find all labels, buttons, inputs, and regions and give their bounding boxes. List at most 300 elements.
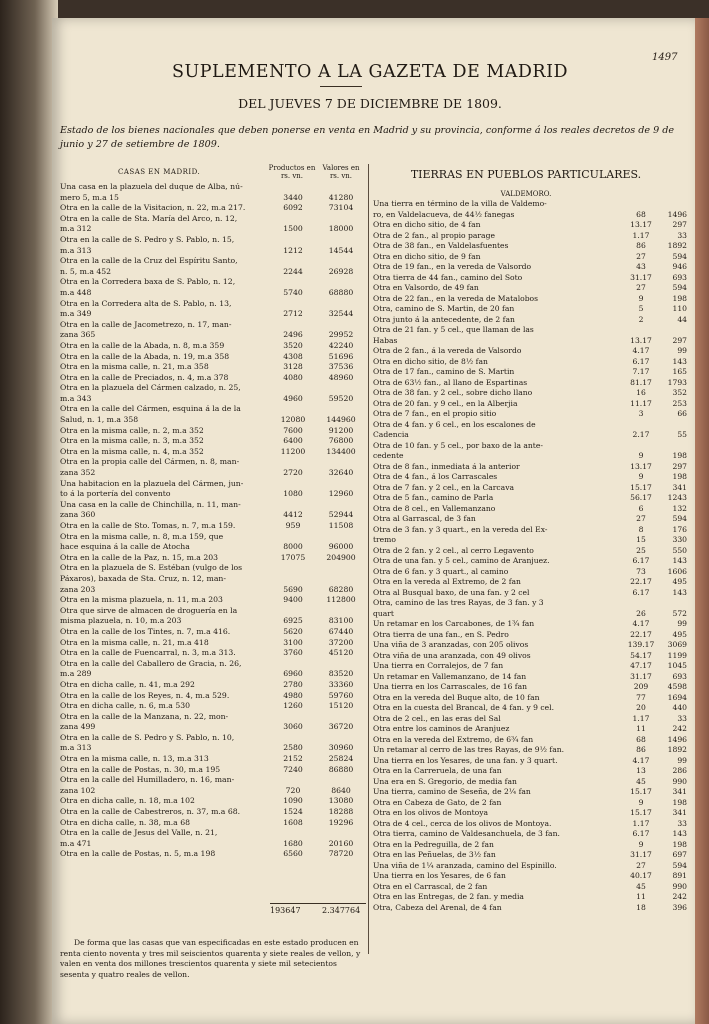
row-value-b: 42240: [328, 340, 354, 350]
table-row: [373, 567, 689, 578]
table-row: [373, 504, 689, 515]
row-text: Otra en la calle de Postas, n. 5, m.a 198: [60, 849, 216, 859]
row-value-b: 51696: [328, 351, 354, 361]
row-value-a: 720: [285, 785, 301, 795]
row-value-a: 17075: [280, 552, 306, 562]
table-row: [373, 294, 689, 305]
row-text: Otra en dicho sitio, de 8½ fan: [373, 356, 488, 366]
table-row: [60, 828, 366, 839]
row-text: Otra en la Carreruela, de una fan: [373, 766, 502, 775]
row-value-b: 91200: [328, 425, 354, 435]
column-divider: [368, 164, 369, 954]
table-row: [60, 510, 366, 521]
row-value-a: 40.17: [630, 871, 652, 880]
row-value-b: 341: [672, 808, 687, 817]
row-value-a: 43: [636, 262, 646, 271]
row-text: Otra en la misma calle, n. 13, m.a 313: [60, 754, 209, 764]
row-text: m.a 313: [60, 743, 92, 753]
table-row: [60, 563, 366, 574]
row-value-a: 31.17: [630, 671, 652, 681]
table-row: [373, 882, 689, 893]
row-text: Otra de 7 fan. y 2 cel., en la Carcava: [373, 482, 515, 492]
total-valores: 2.347764: [322, 906, 361, 915]
table-row: [60, 712, 366, 723]
table-row: [373, 546, 689, 557]
row-value-b: 165: [672, 367, 687, 376]
row-text: Otra, Cabeza del Arenal, de 4 fan: [373, 902, 502, 912]
row-value-b: 30960: [328, 743, 354, 753]
row-value-b: 67440: [328, 626, 354, 636]
table-row: [60, 796, 366, 807]
row-value-b: 1892: [667, 241, 687, 250]
row-text: Habas: [373, 335, 398, 345]
totals-rule: [270, 903, 366, 904]
row-text: Otra en la calle de Sta. María del Arco, n. 12,: [60, 213, 238, 223]
table-row: [60, 807, 366, 818]
date-line: DEL JUEVES 7 DE DICIEMBRE DE 1809.: [238, 96, 502, 111]
row-value-b: 33: [677, 713, 687, 723]
row-value-a: 3128: [283, 362, 303, 372]
row-text: zana 499: [60, 722, 96, 732]
row-value-b: 33360: [328, 679, 354, 689]
row-value-a: 9: [638, 839, 644, 849]
table-row: [373, 262, 689, 273]
row-text: Otra en la cuesta del Brancal, de 4 fan. y 9 cel.: [373, 703, 555, 712]
row-value-b: 37200: [328, 637, 354, 647]
row-value-a: 2496: [283, 330, 303, 340]
row-value-a: 12080: [280, 415, 306, 425]
row-value-b: 25824: [328, 754, 354, 764]
table-row: [60, 669, 366, 680]
table-row: [60, 394, 366, 405]
row-text: m.a 448: [60, 287, 92, 297]
row-value-a: 68: [636, 734, 646, 744]
table-row: [373, 514, 689, 525]
row-value-a: 4.17: [632, 755, 650, 765]
row-text: Otra de 5 fan., camino de Parla: [373, 493, 494, 502]
row-value-b: 198: [672, 839, 687, 849]
table-row: [60, 457, 366, 468]
row-value-b: 14544: [328, 245, 354, 255]
table-row: [60, 627, 366, 638]
row-value-b: 198: [672, 797, 687, 807]
row-value-b: 143: [672, 587, 687, 597]
row-text: Otra en la misma calle, n. 21, m.a 358: [60, 362, 209, 372]
row-value-a: 11.17: [630, 398, 652, 408]
row-value-a: 22.17: [630, 629, 652, 639]
row-value-b: 110: [672, 304, 687, 313]
table-row: [60, 733, 366, 744]
row-text: Otra de 4 cel., cerca de los olivos de Montoya.: [373, 818, 552, 828]
table-row: [373, 661, 689, 672]
row-value-a: 5740: [283, 287, 303, 297]
table-row: [60, 775, 366, 786]
table-row: [373, 640, 689, 651]
row-text: m.a 289: [60, 669, 92, 679]
table-row: [373, 252, 689, 263]
row-value-a: 31.17: [630, 850, 652, 859]
row-text: zana 102: [60, 785, 96, 795]
table-row: [60, 436, 366, 447]
row-value-a: 3100: [283, 637, 303, 647]
table-row: [373, 388, 689, 399]
table-row: [373, 777, 689, 788]
right-heading: TIERRAS EN PUEBLOS PARTICULARES.: [410, 168, 642, 181]
table-row: [373, 724, 689, 735]
row-value-a: 4960: [283, 393, 303, 403]
row-text: Otra de 63½ fan., al llano de Espartinas: [373, 377, 528, 387]
row-value-b: 8640: [331, 785, 351, 795]
row-text: Otra en la misma calle, n. 3, m.a 352: [60, 436, 204, 446]
row-value-b: 19296: [328, 817, 354, 827]
table-row: [373, 861, 689, 872]
row-value-b: 697: [672, 850, 687, 859]
row-text: Otra de 10 fan. y 5 cel., por baxo de la ante-: [373, 440, 543, 450]
row-value-a: 7600: [283, 425, 303, 435]
row-value-b: 297: [672, 220, 687, 229]
row-value-b: 78720: [328, 849, 354, 859]
row-value-a: 7240: [283, 764, 303, 774]
row-value-b: 112800: [326, 595, 356, 605]
table-row: [373, 787, 689, 798]
row-value-a: 16: [636, 388, 646, 397]
row-value-b: 36720: [328, 722, 354, 732]
row-text: Otra de 4 fan. y 6 cel., en los escalones de: [373, 419, 536, 429]
row-value-b: 15120: [328, 701, 354, 711]
table-row: [373, 451, 689, 462]
table-row: [60, 373, 366, 384]
table-row: [373, 840, 689, 851]
row-value-b: 44: [677, 314, 687, 324]
table-row: [60, 680, 366, 691]
row-value-a: 1.17: [632, 818, 650, 828]
table-row: [60, 447, 366, 458]
table-row: [60, 193, 366, 204]
row-text: zana 352: [60, 468, 96, 478]
row-value-b: 11508: [328, 521, 354, 530]
row-value-a: 4080: [283, 372, 303, 382]
row-text: Otra en la calle de los Reyes, n. 4, m.a 529.: [60, 690, 230, 700]
row-value-b: 26928: [328, 266, 354, 276]
table-row: [60, 246, 366, 257]
row-text: Otra en dicho sitio, de 9 fan: [373, 251, 481, 261]
table-row: [60, 691, 366, 702]
row-text: m.a 313: [60, 245, 92, 255]
row-text: Otra de 8 cel., en Vallemanzano: [373, 503, 496, 513]
row-value-b: 18000: [328, 224, 354, 234]
table-row: [373, 693, 689, 704]
row-value-b: 198: [672, 472, 687, 481]
row-text: zana 365: [60, 330, 96, 340]
row-value-a: 47.17: [630, 661, 652, 670]
row-text: Otra en la calle de la Abada, n. 8, m.a 359: [60, 340, 225, 350]
row-text: Otra en la calle de Fuencarral, n. 3, m.a 313.: [60, 648, 236, 658]
table-row: [373, 598, 689, 609]
table-row: [60, 288, 366, 299]
row-text: Otra de una fan. y 5 cel., camino de Aranjuez.: [373, 556, 550, 565]
row-value-b: 891: [672, 871, 687, 880]
table-row: [373, 472, 689, 483]
row-value-b: 198: [672, 451, 687, 460]
table-row: [373, 556, 689, 567]
row-value-a: 1080: [283, 489, 303, 499]
row-value-a: 3520: [283, 340, 303, 350]
table-row: [373, 766, 689, 777]
row-value-a: 54.17: [630, 650, 652, 660]
row-value-b: 440: [672, 703, 687, 712]
table-row: [373, 409, 689, 420]
row-value-a: 1500: [283, 224, 303, 234]
row-value-a: 27: [636, 283, 646, 292]
row-text: Un retamar en los Carcabones, de 1¾ fan: [373, 619, 535, 628]
table-row: [60, 532, 366, 543]
row-value-b: 3069: [667, 640, 687, 649]
row-value-b: 52944: [328, 510, 354, 520]
row-value-b: 29952: [328, 330, 354, 340]
row-value-a: 56.17: [630, 493, 652, 502]
row-text: Otra de 6 fan. y 3 quart., al camino: [373, 566, 509, 576]
row-value-b: 68880: [328, 287, 354, 297]
row-value-b: 341: [672, 482, 687, 492]
table-row: [373, 210, 689, 221]
row-value-a: 1.17: [632, 713, 650, 723]
row-text: Otra que sirve de almacen de droguería en la: [60, 605, 238, 615]
table-row: [60, 352, 366, 363]
row-text: zana 360: [60, 510, 96, 520]
row-text: Una era en S. Gregorio, de media fan: [373, 776, 517, 786]
row-text: Otra en la calle de la Manzana, n. 22, mon-: [60, 711, 229, 721]
row-value-a: 15.17: [630, 482, 652, 492]
row-value-b: 13080: [328, 796, 354, 806]
right-subheading: VALDEMORO.: [500, 190, 552, 198]
row-value-a: 2152: [283, 754, 303, 764]
row-value-b: 99: [677, 619, 687, 628]
row-text: Otra en las Peñuelas, de 3½ fan: [373, 850, 496, 859]
row-text: m.a 312: [60, 224, 92, 234]
table-row: [60, 754, 366, 765]
column-header-valores: Valores en rs. vn.: [322, 164, 360, 180]
row-text: to á la portería del convento: [60, 489, 171, 499]
row-text: Otra tierra, camino de Valdesanchuela, de 3 fan.: [373, 829, 560, 838]
row-text: Otra en la calle de S. Pedro y S. Pablo, n. 15,: [60, 234, 235, 244]
row-text: Otra en la misma calle, n. 4, m.a 352: [60, 446, 204, 456]
row-text: Otra en Cabeza de Gato, de 2 fan: [373, 797, 502, 807]
row-value-a: 2244: [283, 266, 303, 276]
table-row: [60, 542, 366, 553]
row-text: Otra en la calle del Humilladero, n. 16, man-: [60, 775, 235, 785]
row-text: n. 5, m.a 452: [60, 266, 112, 276]
row-value-b: 83520: [328, 669, 354, 679]
row-value-a: 31.17: [630, 272, 652, 282]
row-value-a: 4.17: [632, 346, 650, 355]
row-text: Una tierra en los Yesares, de una fan. y 3 quart.: [373, 755, 558, 765]
row-text: Otra en Valsordo, de 49 fan: [373, 283, 479, 292]
table-row: [60, 839, 366, 850]
row-text: Otra, camino de S. Martin, de 20 fan: [373, 304, 515, 313]
row-value-b: 176: [672, 524, 687, 534]
row-value-b: 32544: [328, 309, 354, 319]
row-text: Otra en la calle de Postas, n. 30, m.a 195: [60, 764, 221, 774]
row-value-b: 1496: [667, 734, 687, 744]
row-value-b: 73104: [328, 203, 354, 213]
row-value-b: 352: [672, 388, 687, 397]
row-value-b: 1892: [667, 745, 687, 754]
row-value-b: 297: [672, 335, 687, 345]
row-text: Otra en la calle de la Cruz del Espíritu Santo,: [60, 256, 238, 266]
row-value-a: 13.17: [630, 220, 652, 229]
row-text: Otra en la calle de la Paz, n. 15, m.a 203: [60, 552, 219, 562]
row-value-a: 9: [638, 797, 644, 807]
row-value-b: 1496: [667, 209, 687, 219]
row-value-a: 8: [638, 524, 644, 534]
row-value-b: 990: [672, 881, 687, 891]
row-value-b: 572: [672, 608, 687, 618]
row-value-a: 6: [638, 503, 644, 513]
row-value-b: 37536: [328, 362, 354, 372]
row-value-b: 99: [677, 346, 687, 355]
row-value-a: 1090: [283, 796, 303, 806]
page-number: 1497: [652, 52, 678, 63]
table-row: [373, 367, 689, 378]
table-row: [60, 553, 366, 564]
row-text: m.a 343: [60, 393, 92, 403]
row-text: Otra en la Corredera alta de S. Pablo, n. 13,: [60, 298, 232, 308]
row-value-b: 18288: [328, 807, 354, 817]
row-value-a: 9400: [283, 595, 303, 605]
row-value-a: 13.17: [630, 335, 652, 345]
table-row: [60, 426, 366, 437]
row-value-a: 6400: [283, 436, 303, 446]
row-value-a: 26: [636, 608, 646, 618]
row-value-a: 2.17: [632, 430, 650, 439]
row-value-b: 48960: [328, 372, 354, 382]
row-value-a: 2712: [283, 309, 303, 319]
row-value-a: 4.17: [632, 619, 650, 628]
row-value-b: 594: [672, 860, 687, 870]
table-row: [60, 214, 366, 225]
table-row: [373, 430, 689, 441]
row-value-a: 959: [285, 521, 301, 530]
lands-list: [373, 199, 689, 913]
row-text: Otra en la calle de Preciados, n. 4, m.a 378: [60, 372, 229, 382]
page-title: SUPLEMENTO A LA GAZETA DE MADRID: [171, 62, 569, 82]
row-text: Otra de 22 fan., en la vereda de Matalobos: [373, 293, 539, 303]
table-row: [60, 659, 366, 670]
row-value-a: 209: [633, 682, 649, 691]
table-row: [60, 309, 366, 320]
row-value-a: 27: [636, 514, 646, 523]
row-text: Otra en la vereda al Extremo, de 2 fan: [373, 577, 521, 586]
row-text: Otra al Garrascal, de 3 fan: [373, 514, 476, 523]
row-value-a: 22.17: [630, 577, 652, 586]
row-value-b: 134400: [326, 446, 356, 456]
row-value-b: 594: [672, 514, 687, 523]
row-value-a: 9: [638, 293, 644, 303]
row-text: Otra en la calle de la Abada, n. 19, m.a 358: [60, 351, 230, 361]
table-row: [60, 256, 366, 267]
row-text: Otra en dicha calle, n. 18, m.a 102: [60, 796, 195, 806]
table-row: [60, 415, 366, 426]
row-text: Otra en los olivos de Montoya: [373, 808, 489, 817]
book-gutter: [0, 0, 58, 1024]
row-text: Una tierra en los Yesares, de 6 fan: [373, 871, 506, 880]
table-row: [60, 743, 366, 754]
row-text: Una casa en la calle de Chinchilla, n. 11, man-: [60, 499, 241, 509]
row-value-a: 20: [636, 703, 646, 712]
title-rule: [320, 86, 362, 87]
row-value-a: 2580: [283, 743, 303, 753]
table-row: [60, 479, 366, 490]
intro-paragraph: Estado de los bienes nacionales que deben ponerse en venta en Madrid y su provincia, conforme á los reales decretos de 9 de junio y 27 de setiembre de 1809.: [60, 125, 675, 150]
row-value-a: 3060: [283, 722, 303, 732]
table-row: [373, 304, 689, 315]
summary-note: De forma que las casas que van especificadas en este estado producen en renta ciento noventa y tres mil seiscientos quarenta y siete reales de vellon, y valen en venta dos millones trescientos quarenta y siete mil setecientos sesenta y quatro reales de vellon.: [60, 938, 361, 979]
row-value-a: 139.17: [627, 640, 655, 649]
row-value-b: 1199: [667, 650, 687, 660]
row-value-b: 253: [672, 398, 687, 408]
row-text: Salud, n. 1, m.a 358: [60, 415, 139, 425]
table-row: [60, 500, 366, 511]
table-row: [373, 525, 689, 536]
table-row: [373, 493, 689, 504]
row-value-a: 8000: [283, 542, 303, 552]
row-text: Cadencia: [373, 430, 409, 439]
row-value-a: 15.17: [630, 808, 652, 817]
row-text: misma plazuela, n. 10, m.a 203: [60, 616, 182, 626]
table-row: [373, 714, 689, 725]
row-text: Otra entre los caminos de Aranjuez: [373, 724, 510, 733]
row-text: Otra en la calle del Cármen, esquina á la de la: [60, 404, 241, 414]
row-value-a: 4412: [283, 510, 303, 520]
row-text: Otra de 20 fan. y 9 cel., en la Alberjia: [373, 398, 518, 408]
row-value-b: 66: [677, 409, 687, 418]
row-text: Otra en la calle de Jesus del Valle, n. 21,: [60, 828, 218, 838]
table-row: [60, 574, 366, 585]
row-value-b: 59520: [328, 393, 354, 403]
row-value-b: 594: [672, 283, 687, 292]
table-row: [373, 283, 689, 294]
row-text: Otra en la misma calle, n. 8, m.a 159, que: [60, 531, 224, 541]
row-value-a: 1260: [283, 701, 303, 711]
table-row: [60, 701, 366, 712]
row-value-a: 45: [636, 776, 646, 786]
table-row: [373, 199, 689, 210]
table-row: [373, 357, 689, 368]
table-row: [60, 818, 366, 829]
row-text: Otra en la calle de Jacometrezo, n. 17, man-: [60, 319, 232, 329]
table-row: [373, 756, 689, 767]
row-value-b: 4598: [667, 682, 687, 691]
row-value-b: 76800: [328, 436, 354, 446]
table-row: [373, 535, 689, 546]
row-value-b: 83100: [328, 616, 354, 626]
row-text: m.a 471: [60, 838, 92, 848]
row-text: Una viña de 1¼ aranzada, camino del Espinillo.: [373, 860, 557, 870]
row-text: hace esquina á la calle de Atocha: [60, 542, 190, 552]
left-heading: CASAS EN MADRID.: [118, 168, 201, 176]
total-productos: 193647: [270, 906, 301, 915]
row-value-a: 13.17: [630, 461, 652, 471]
row-text: Otra en la Pedreguilla, de 2 fan: [373, 839, 494, 849]
row-value-a: 27: [636, 251, 646, 261]
row-value-b: 990: [672, 776, 687, 786]
row-value-a: 9: [638, 451, 644, 460]
row-value-b: 1694: [667, 692, 687, 702]
row-text: Otra en dicha calle, n. 38, m.a 68: [60, 817, 190, 827]
row-value-b: 143: [672, 556, 687, 565]
row-value-a: 6092: [283, 203, 303, 213]
row-value-b: 33: [677, 818, 687, 828]
